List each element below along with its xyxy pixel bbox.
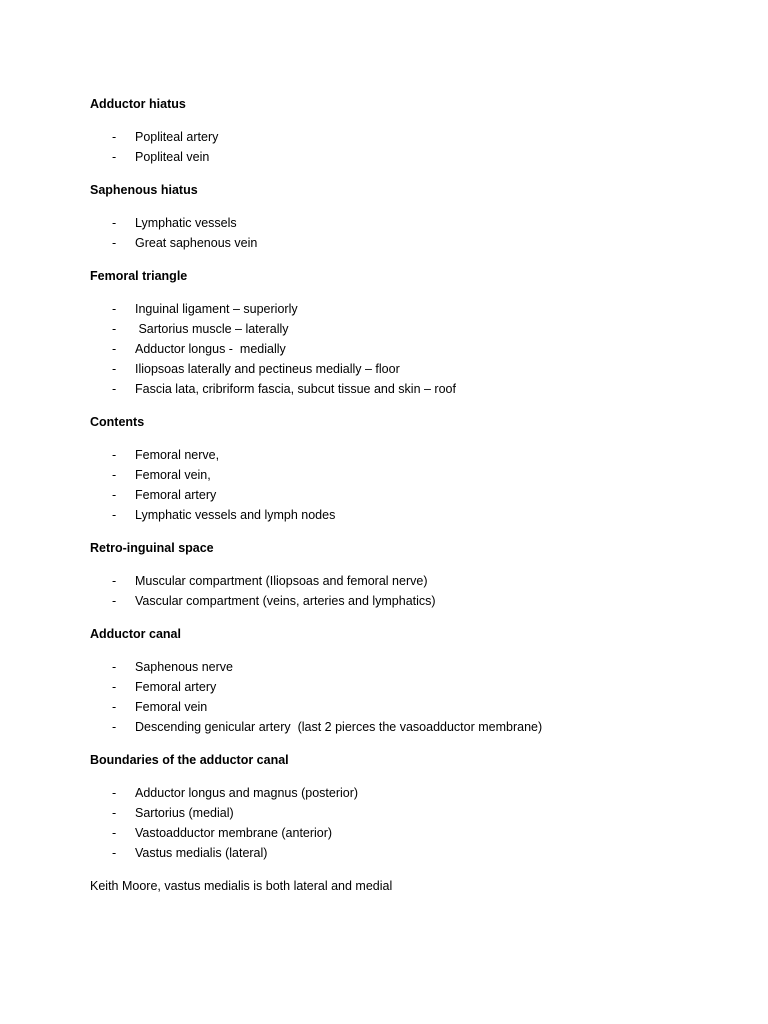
section-heading: Adductor canal xyxy=(90,627,181,641)
footer-note: Keith Moore, vastus medialis is both lateral and medial xyxy=(90,879,393,893)
bullet-list xyxy=(90,299,768,399)
list-item-text: Descending genicular artery (last 2 pierces the vasoadductor membrane) xyxy=(135,720,543,734)
list-item xyxy=(90,697,768,717)
list-item xyxy=(90,319,768,339)
list-item xyxy=(90,571,768,591)
section-saphenous-hiatus xyxy=(90,180,768,253)
section-heading: Contents xyxy=(90,415,145,429)
list-item-text: Sartorius (medial) xyxy=(135,806,234,820)
bullet-list xyxy=(90,445,768,525)
list-item-text: Femoral artery xyxy=(135,680,217,694)
list-item xyxy=(90,339,768,359)
list-item-text: Femoral vein, xyxy=(135,468,211,482)
section-contents xyxy=(90,412,768,525)
list-item-text: Sartorius muscle – laterally xyxy=(135,322,289,336)
list-item xyxy=(90,379,768,399)
bullet-dash: - xyxy=(112,382,117,396)
list-item xyxy=(90,233,768,253)
bullet-list xyxy=(90,213,768,253)
bullet-dash: - xyxy=(112,806,117,820)
bullet-dash: - xyxy=(112,594,117,608)
list-item-text: Adductor longus and magnus (posterior) xyxy=(135,786,359,800)
section-heading: Adductor hiatus xyxy=(90,97,186,111)
list-item-text: Fascia lata, cribriform fascia, subcut tissue and skin – roof xyxy=(135,382,456,396)
bullet-dash: - xyxy=(112,302,117,316)
list-item-text: Adductor longus - medially xyxy=(135,342,286,356)
list-item-text: Popliteal vein xyxy=(135,150,210,164)
bullet-dash: - xyxy=(112,826,117,840)
section-retro-inguinal-space xyxy=(90,538,768,611)
bullet-dash: - xyxy=(112,216,117,230)
bullet-dash: - xyxy=(112,846,117,860)
bullet-dash: - xyxy=(112,700,117,714)
list-item xyxy=(90,299,768,319)
section-boundaries-of-the-adductor-canal xyxy=(90,750,768,863)
section-heading: Retro-inguinal space xyxy=(90,541,214,555)
section-heading: Saphenous hiatus xyxy=(90,183,198,197)
bullet-list xyxy=(90,657,768,737)
list-item-text: Great saphenous vein xyxy=(135,236,258,250)
list-item xyxy=(90,127,768,147)
list-item-text: Muscular compartment (Iliopsoas and femoral nerve) xyxy=(135,574,428,588)
section-femoral-triangle xyxy=(90,266,768,399)
bullet-dash: - xyxy=(112,342,117,356)
bullet-list xyxy=(90,571,768,611)
list-item-text: Vastus medialis (lateral) xyxy=(135,846,268,860)
list-item-text: Lymphatic vessels xyxy=(135,216,237,230)
bullet-dash: - xyxy=(112,468,117,482)
list-item xyxy=(90,823,768,843)
list-item xyxy=(90,445,768,465)
list-item-text: Vascular compartment (veins, arteries and lymphatics) xyxy=(135,594,436,608)
list-item-text: Saphenous nerve xyxy=(135,660,233,674)
list-item xyxy=(90,843,768,863)
bullet-dash: - xyxy=(112,236,117,250)
bullet-dash: - xyxy=(112,150,117,164)
bullet-list xyxy=(90,783,768,863)
list-item-text: Vastoadductor membrane (anterior) xyxy=(135,826,333,840)
bullet-dash: - xyxy=(112,660,117,674)
bullet-dash: - xyxy=(112,448,117,462)
section-heading: Femoral triangle xyxy=(90,269,188,283)
list-item-text: Inguinal ligament – superiorly xyxy=(135,302,298,316)
list-item xyxy=(90,677,768,697)
list-item-text: Popliteal artery xyxy=(135,130,219,144)
list-item-text: Femoral nerve, xyxy=(135,448,220,462)
list-item xyxy=(90,485,768,505)
section-adductor-canal xyxy=(90,624,768,737)
list-item-text: Femoral vein xyxy=(135,700,208,714)
list-item xyxy=(90,213,768,233)
bullet-list xyxy=(90,127,768,167)
list-item xyxy=(90,505,768,525)
bullet-dash: - xyxy=(112,130,117,144)
list-item xyxy=(90,803,768,823)
bullet-dash: - xyxy=(112,720,117,734)
list-item-text: Lymphatic vessels and lymph nodes xyxy=(135,508,336,522)
list-item xyxy=(90,465,768,485)
bullet-dash: - xyxy=(112,322,117,336)
bullet-dash: - xyxy=(112,488,117,502)
list-item xyxy=(90,717,768,737)
list-item xyxy=(90,591,768,611)
section-adductor-hiatus xyxy=(90,94,768,167)
bullet-dash: - xyxy=(112,680,117,694)
list-item xyxy=(90,359,768,379)
bullet-dash: - xyxy=(112,786,117,800)
list-item-text: Femoral artery xyxy=(135,488,217,502)
list-item xyxy=(90,657,768,677)
list-item xyxy=(90,783,768,803)
list-item-text: Iliopsoas laterally and pectineus medially – floor xyxy=(135,362,400,376)
bullet-dash: - xyxy=(112,508,117,522)
list-item xyxy=(90,147,768,167)
section-heading: Boundaries of the adductor canal xyxy=(90,753,289,767)
bullet-dash: - xyxy=(112,362,117,376)
bullet-dash: - xyxy=(112,574,117,588)
